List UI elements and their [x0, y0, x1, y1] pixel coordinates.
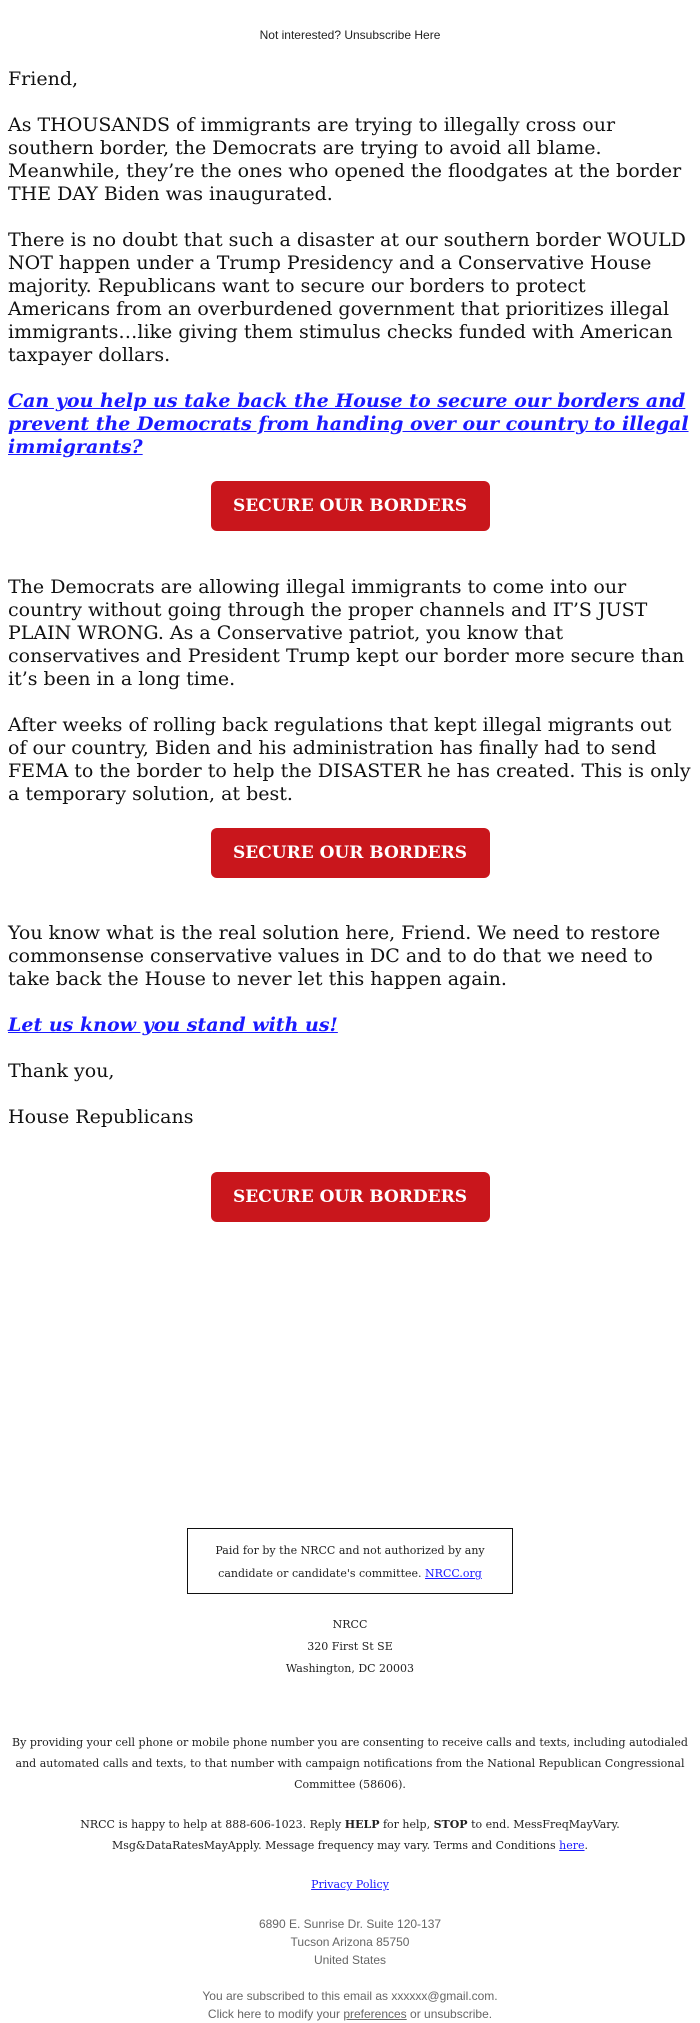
button-row-3: [0, 1172, 700, 1222]
secure-borders-button[interactable]: SECURE OUR BORDERS: [211, 481, 490, 531]
org-city: Washington, DC 20003: [285, 1662, 415, 1675]
paid-for-box: [187, 1528, 513, 1594]
nrcc-org-link[interactable]: NRCC.org: [425, 1567, 482, 1580]
mail-street: 6890 E. Sunrise Dr. Suite 120-137: [258, 1917, 442, 1931]
paragraph-2: There is no doubt that such a disaster at our southern border WOULD NOT happen under a Trump Presidency and a Conservative House majority. Republicans want to secure our borders to protect Americans from an overburdened government that prioritizes illegal immigrants…like giving them stimulus checks funded with American taxpayer dollars.: [8, 229, 686, 366]
email-body-3: [0, 922, 700, 1129]
modify-prefix: Click here to modify your: [207, 2007, 340, 2021]
footer: [0, 1528, 700, 2023]
mailing-address: [0, 1915, 700, 1969]
button-row-2: [0, 828, 700, 878]
closing: Thank you,: [8, 1060, 115, 1082]
mail-country: United States: [313, 1953, 387, 1967]
org-name: NRCC: [332, 1618, 368, 1631]
mail-city: Tucson Arizona 85750: [290, 1935, 410, 1949]
help-suffix: to end. MessFreqMayVary. Msg&DataRatesMayApply. Message frequency may vary. Terms and Conditions: [111, 1818, 620, 1852]
paragraph-1: As THOUSANDS of immigrants are trying to illegally cross our southern border, the Democrats are trying to avoid all blame. Meanwhile, they’re the ones who opened the floodgates at the border THE DAY Biden was inaugurated.: [8, 114, 682, 205]
cta-paragraph-2: [8, 1014, 692, 1037]
org-street: 320 First St SE: [307, 1640, 393, 1653]
subscribed-text: You are subscribed to this email as xxxxxx@gmail.com.: [202, 1989, 498, 2003]
terms-here-link[interactable]: here: [559, 1839, 585, 1852]
modify-suffix: or unsubscribe.: [410, 2007, 493, 2021]
signature: House Republicans: [8, 1106, 194, 1128]
take-back-house-link[interactable]: Can you help us take back the House to secure our borders and prevent the Democrats from handing over our country to illegal immigrants?: [8, 390, 689, 458]
consent-text: By providing your cell phone or mobile phone number you are consenting to receive calls and texts, including autodialed and automated calls and texts, to that number with campaign notifications from the National Republican Congressional Committee (58606).: [12, 1736, 688, 1791]
cta-paragraph-1: [8, 390, 692, 459]
paragraph-5: You know what is the real solution here, Friend. We need to restore commonsense conservative values in DC and to do that we need to take back the House to never let this happen again.: [8, 922, 661, 990]
paid-for-text: Paid for by the NRCC and not authorized by any candidate or candidate's committee.: [215, 1544, 485, 1580]
button-row-1: [0, 481, 700, 531]
stand-with-us-link[interactable]: Let us know you stand with us!: [8, 1014, 338, 1036]
subscription-info: [0, 1987, 700, 2023]
preferences-link[interactable]: preferences: [343, 2007, 407, 2021]
help-prefix: NRCC is happy to help at 888-606-1023. Reply: [80, 1818, 342, 1831]
privacy-policy-link[interactable]: Privacy Policy: [311, 1878, 389, 1891]
paragraph-3: The Democrats are allowing illegal immigrants to come into our country without going through the proper channels and IT’S JUST PLAIN WRONG. As a Conservative patriot, you know that conservatives and President Trump kept our border more secure than it’s been in a long time.: [8, 576, 685, 690]
email-body-2: [0, 576, 700, 806]
paragraph-4: After weeks of rolling back regulations that kept illegal migrants out of our country, Biden and his administration has finally had to send FEMA to the border to help the DISASTER he has created. This is only a temporary solution, at best.: [8, 714, 691, 805]
privacy-row: [0, 1878, 700, 1891]
greeting: Friend,: [8, 68, 79, 90]
secure-borders-button[interactable]: SECURE OUR BORDERS: [211, 828, 490, 878]
help-keyword: HELP: [344, 1818, 380, 1831]
email-body: [0, 68, 700, 459]
help-mid: for help,: [382, 1818, 431, 1831]
help-text: [0, 1814, 700, 1856]
secure-borders-button[interactable]: SECURE OUR BORDERS: [211, 1172, 490, 1222]
modify-row: [0, 2005, 700, 2023]
unsubscribe-link[interactable]: Not interested? Unsubscribe Here: [259, 28, 441, 42]
stop-keyword: STOP: [433, 1818, 468, 1831]
org-address: [0, 1614, 700, 1680]
help-end: .: [584, 1839, 589, 1852]
